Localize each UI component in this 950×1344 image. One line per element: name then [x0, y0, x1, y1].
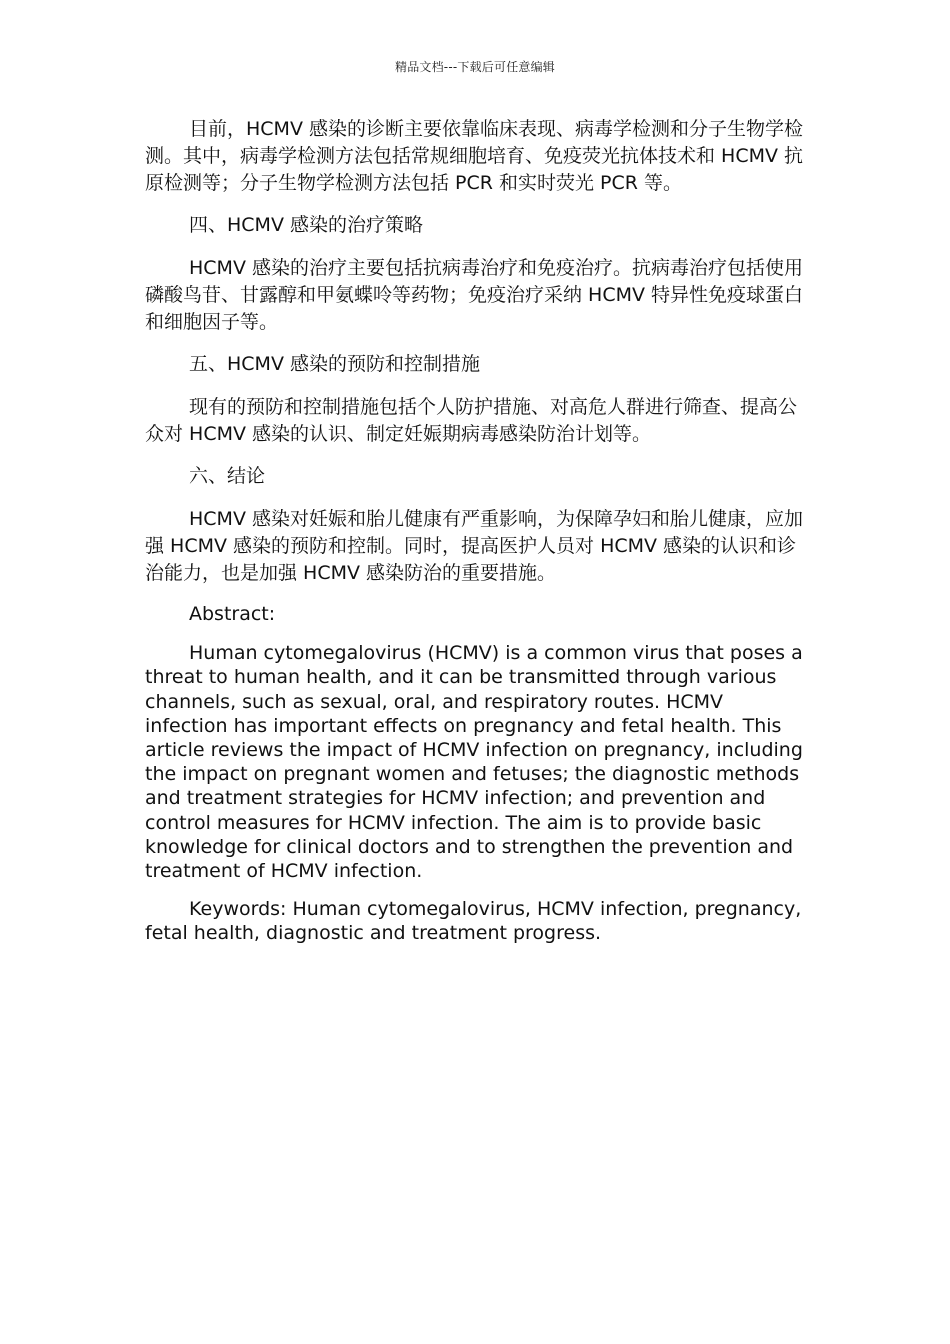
section-heading-prevention: 五、HCMV 感染的预防和控制措施 [189, 353, 480, 375]
conclusion-paragraph: HCMV 感染对妊娠和胎儿健康有严重影响，为保障孕妇和胎儿健康，应加强 HCMV 感染的预防和控制。同时，提高医护人员对 HCMV 感染的认识和诊治能力，也是加强 HCMV 感染防治的重要措施。 [145, 508, 803, 584]
treatment-paragraph: HCMV 感染的治疗主要包括抗病毒治疗和免疫治疗。抗病毒治疗包括使用磷酸鸟苷、甘露醇和甲氨蝶呤等药物；免疫治疗采纳 HCMV 特异性免疫球蛋白和细胞因子等。 [145, 257, 804, 333]
prevention-paragraph: 现有的预防和控制措施包括个人防护措施、对高危人群进行筛查、提高公众对 HCMV 感染的认识、制定妊娠期病毒感染防治计划等。 [145, 396, 798, 445]
diagnosis-paragraph: 目前，HCMV 感染的诊断主要依靠临床表现、病毒学检测和分子生物学检测。其中，病毒学检测方法包括常规细胞培育、免疫荧光抗体技术和 HCMV 抗原检测等；分子生物学检测方法包括 PCR 和实时荧光 PCR 等。 [145, 118, 804, 194]
abstract-label: Abstract: [189, 603, 276, 625]
page-header: 精品文档---下载后可任意编辑 [395, 60, 555, 74]
document-body [145, 116, 807, 960]
section-heading-treatment: 四、HCMV 感染的治疗策略 [189, 214, 423, 236]
section-heading-conclusion: 六、结论 [189, 465, 266, 487]
abstract-paragraph: Human cytomegalovirus (HCMV) is a common virus that poses a threat to human health, and it can be transmitted through various channels, such as sexual, oral, and respiratory routes. HCMV infection has important effects on pregnancy and fetal health. This article reviews the impact of HCMV infection on pregnancy, including the impact on pregnant women and fetuses; the diagnostic methods and treatment strategies for HCMV infection; and prevention and control measures for HCMV infection. The aim is to provide basic knowledge for clinical doctors and to strengthen the prevention and treatment of HCMV infection. [145, 642, 803, 883]
keywords-paragraph: Keywords: Human cytomegalovirus, HCMV infection, pregnancy, fetal health, diagnostic and treatment progress. [145, 898, 802, 945]
